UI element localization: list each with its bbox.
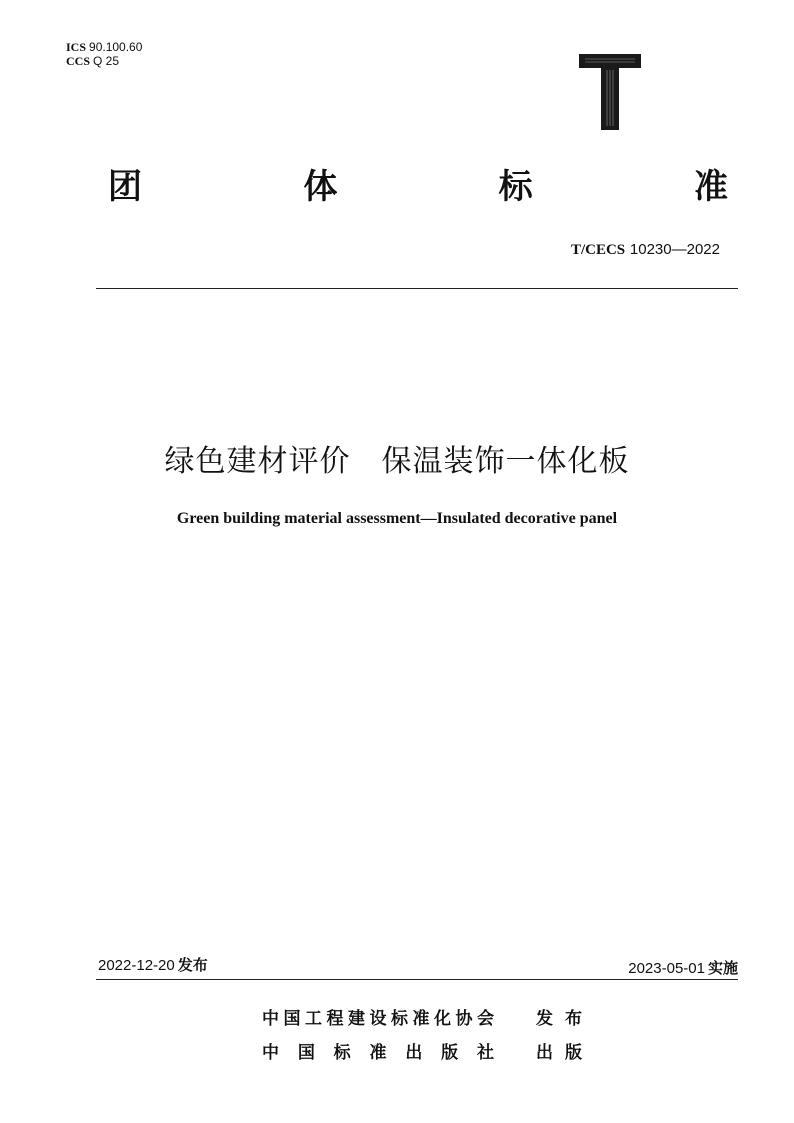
press-action-char: 出	[536, 1043, 553, 1063]
ccs-code	[66, 54, 142, 68]
issuer-char: 国	[283, 1009, 301, 1029]
header-divider	[96, 288, 738, 289]
standard-number-prefix: T/CECS	[570, 242, 626, 258]
standard-type-char: 团	[108, 167, 142, 207]
issuer-char: 建	[348, 1009, 365, 1029]
standard-number	[571, 240, 720, 259]
ics-value: 90.100.60	[89, 40, 143, 54]
press-action	[536, 1038, 582, 1063]
ccs-label: CCS	[66, 54, 91, 68]
implementation-date	[628, 957, 738, 978]
implementation-date-label: 实施	[707, 959, 738, 977]
implementation-date-value: 2023-05-01	[628, 960, 705, 977]
ics-code	[66, 40, 142, 54]
standard-type-char: 体	[303, 167, 338, 207]
press-char: 标	[333, 1043, 351, 1063]
issuer-char: 中	[262, 1009, 279, 1029]
issuer-char: 准	[412, 1009, 430, 1029]
issuer-action-char: 布	[565, 1009, 582, 1029]
ics-label: ICS	[66, 40, 87, 54]
standard-type-char: 标	[498, 167, 533, 207]
press-char: 版	[441, 1043, 459, 1063]
issuer-name	[262, 1004, 494, 1029]
publisher-press	[262, 1038, 582, 1063]
issuer-char: 设	[369, 1009, 387, 1029]
issuer-action-char: 发	[536, 1009, 553, 1029]
title-chinese: 绿色建材评价 保温装饰一体化板	[164, 444, 630, 479]
issuer-char: 会	[477, 1009, 494, 1029]
press-char: 中	[262, 1043, 279, 1063]
classification-codes	[66, 40, 142, 68]
standard-number-value: 10230—2022	[629, 241, 720, 258]
issue-date-label: 发布	[177, 956, 208, 974]
group-standard-t-logo	[579, 54, 641, 130]
standard-type-heading	[108, 162, 728, 212]
press-name	[262, 1038, 494, 1063]
press-char: 国	[297, 1043, 315, 1063]
issuer-char: 化	[434, 1009, 451, 1029]
issuer-char: 程	[326, 1009, 344, 1029]
issuer-char: 工	[305, 1009, 322, 1029]
issue-date	[98, 954, 208, 975]
publisher-issuer	[262, 1004, 582, 1029]
title-english: Green building material assessment—Insulated decorative panel	[176, 510, 618, 527]
press-char: 出	[405, 1043, 423, 1063]
issuer-char: 标	[391, 1009, 408, 1029]
press-action-char: 版	[565, 1043, 582, 1063]
press-char: 社	[476, 1043, 494, 1063]
footer-divider	[96, 979, 738, 980]
issue-date-value: 2022-12-20	[98, 957, 175, 974]
issuer-action	[536, 1004, 582, 1029]
issuer-char: 协	[455, 1009, 473, 1029]
standard-type-char: 准	[693, 167, 728, 207]
ccs-value: Q 25	[93, 54, 120, 68]
press-char: 准	[369, 1043, 387, 1063]
